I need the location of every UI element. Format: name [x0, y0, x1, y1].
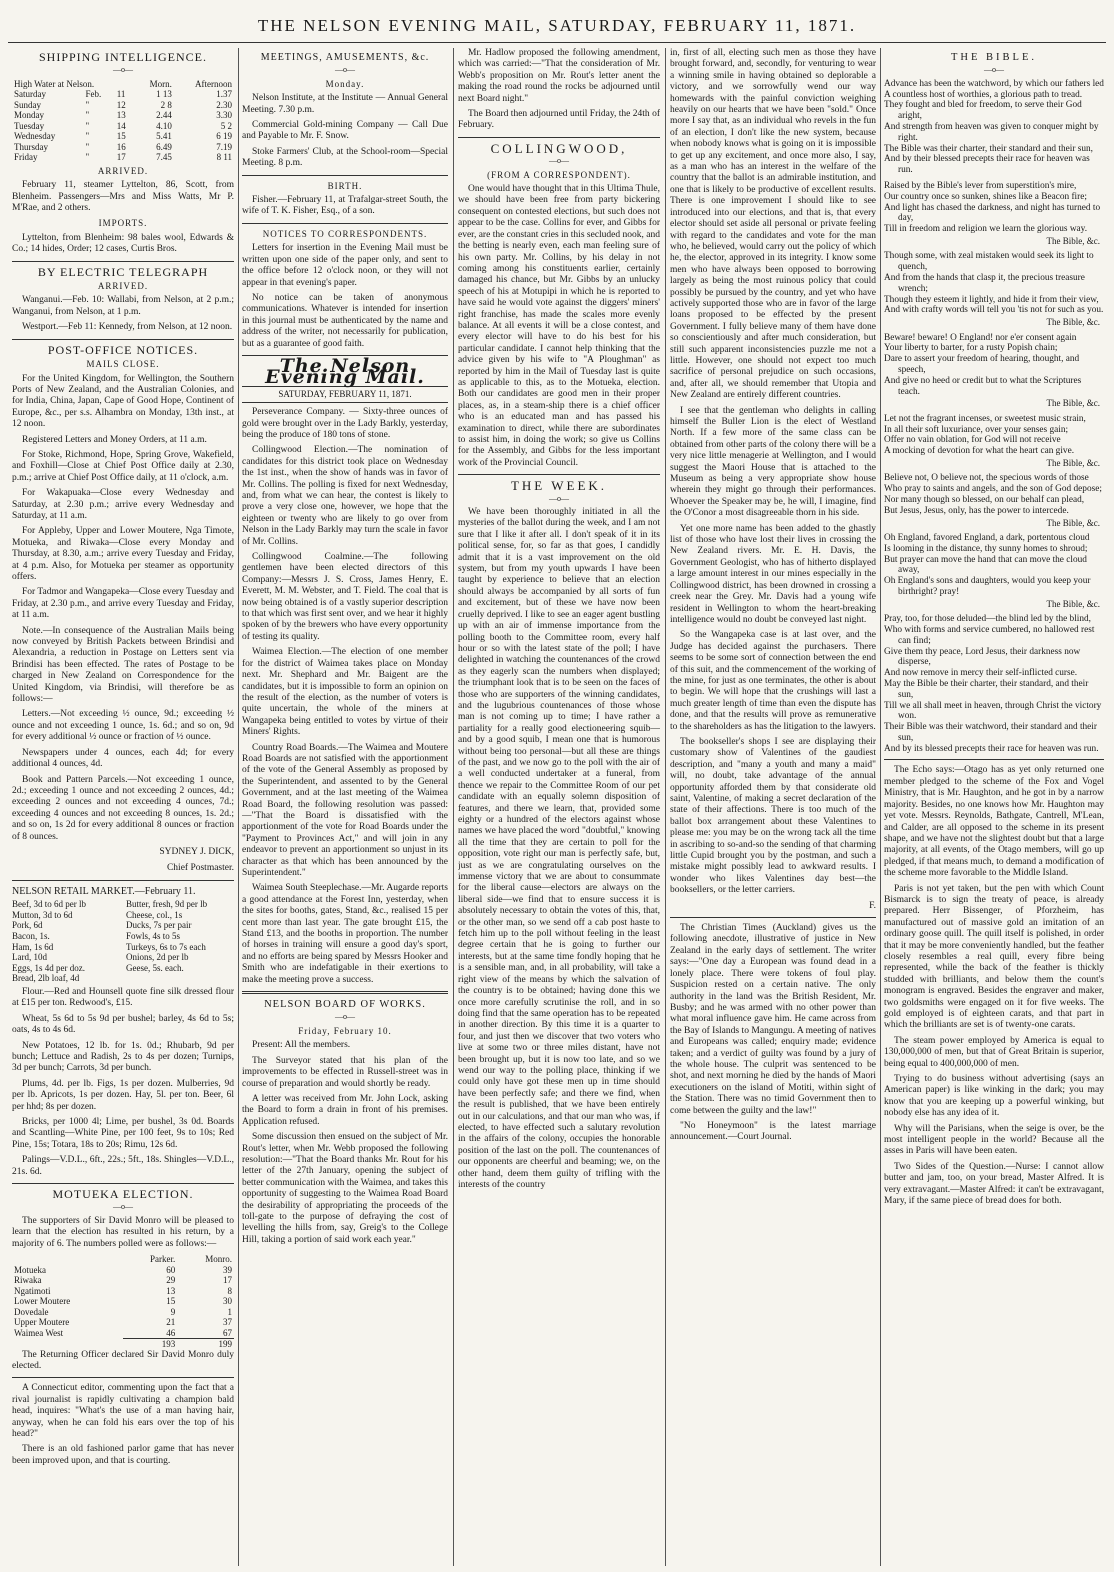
divider	[458, 474, 660, 475]
post-notice: Registered Letters and Money Orders, at 11 a.m.	[22, 434, 207, 445]
poem-line: Beware! beware! O England! nor e'er consent again	[884, 332, 1077, 343]
poem-line: Raised by the Bible's lever from superstition's mire,	[884, 180, 1077, 191]
tide-day: Tuesday	[14, 120, 45, 131]
tide-month: "	[85, 152, 90, 163]
poem-chorus: The Bible, &c.	[1046, 398, 1100, 409]
poem-line: Their Bible was their watchword, their standard and their sun,	[884, 722, 1097, 743]
poem-line: May the Bible be their charter, their standard, and their sun,	[884, 678, 1089, 700]
poem-line: A mocking of devotion for what the heart can give.	[884, 446, 1075, 457]
table-row	[12, 89, 234, 100]
poem-line: Who with forms and service cumbered, no hallowed rest can find;	[884, 624, 1095, 646]
poll-place: Ngatimoti	[14, 1285, 51, 1296]
table-row	[12, 1275, 234, 1286]
poem-line: They fought and bled for freedom, to serve their God aright,	[884, 100, 1082, 122]
poem-chorus: The Bible, &c.	[1046, 598, 1100, 609]
poll-parker: 29	[166, 1275, 176, 1286]
post-notice: For the United Kingdom, for Wellington, the Southern Ports of New Zealand, and the Australian Colonies, and for India, China, Japan, Cape of Good Hope, Continent of Europe, &c., per s.s. Alhambra on Monday, 13th inst., at 12 noon.	[12, 373, 234, 430]
poem-line: Oh England's sons and daughters, would you keep your birthright? pray!	[884, 576, 1091, 597]
tide-month: "	[85, 110, 90, 121]
tide-date: 13	[116, 110, 126, 121]
market-item: Lard, 10d	[12, 952, 47, 963]
board-of-works-title: NELSON BOARD OF WORKS.	[264, 999, 426, 1011]
collingwood-text: One would have thought that in this Ultima Thule, we should have been free from party bickering consequent on contested elections, but such does not appear to be the case. Collins for ever, and Gibbs for ever, are the constant cries in this secluded nook, and the betting is nearly even, each man feeling sure of his own party. Mr. Collins, by his delay in not coming among his constituents earlier, certainly damaged his chance, but Mr. Gibbs by an unlucky speech of his at Motupipi in which he is reported to have said he would vote against the diggers' miners' right franchise, has made the scales more evenly balance. At all events it will be a close contest, and every elector will have to do his best for his particular candidate. I cannot help thinking that the advice given by his wife to "A Ploughman" as reported by him in the Mail of Tuesday last is quite as applicable to this, as to the Motueka, election. Both our candidates are good men in their proper places, as, in a steam-ship there is a chief officer who is an educated man and has passed his examination to direct, while there are subordinates to assist him, in doing the work; so give us Collins for the Assembly, and Gibbs for the less important work of the Provincial Council.	[458, 184, 660, 468]
market-text: Plums, 4d. per lb. Figs, 1s per dozen. Mulberries, 9d per lb. Apricots, 1s per dozen. Hay, 5l. per ton. Beer, 6l per hhd; 8s per dozen.	[12, 1078, 234, 1112]
poll-parker: 21	[166, 1317, 176, 1328]
post-signature: SYDNEY J. DICK,	[159, 846, 234, 857]
masthead: THE NELSON EVENING MAIL, SATURDAY, FEBRUARY 11, 1871.	[257, 16, 857, 35]
tide-morn: 2 8	[160, 99, 172, 110]
market-item: Bacon, 1s.	[12, 930, 50, 941]
poll-parker: 46	[166, 1327, 176, 1338]
dateline: SATURDAY, FEBRUARY 11, 1871.	[242, 386, 448, 403]
poem-line: And now remove in mercy their self-inflicted curse.	[884, 668, 1078, 679]
poem-line: And from the hands that clasp it, the precious treasure wrench;	[884, 272, 1085, 294]
poll-parker: 9	[170, 1306, 176, 1317]
post-notice: For Wakapuaka—Close every Wednesday and Saturday, at 2.30 p.m.; arrive every Wednesday and Saturday, at 11 a.m.	[12, 488, 234, 521]
poll-place: Lower Moutere	[14, 1296, 71, 1307]
poll-monro: 39	[223, 1264, 232, 1275]
divider	[12, 339, 234, 340]
market-item: Mutton, 3d to 6d	[12, 909, 73, 920]
poem-line: Our country once so sunken, shines like a Beacon fire;	[884, 191, 1087, 202]
board-text: Mr. Hadlow proposed the following amendment, which was carried:—"That the consideration of Mr. Webb's proposition on Mr. Rout's letter anent the making the road round the rocks be adjourned until next Board night."	[458, 48, 660, 104]
board-text: A letter was received from Mr. John Lock, asking the Board to form a drain in front of his premises. Application refused.	[242, 1093, 448, 1127]
tide-day: Monday	[14, 110, 44, 121]
column-3	[458, 48, 660, 1566]
the-week-title: THE WEEK.	[510, 478, 608, 494]
post-letters: Letters.—Not exceeding ½ ounce, 9d.; exceeding ½ ounce and not exceeding 1 ounce, 1s. 6d.; and so on, 9d for every additional ½ ounce or fraction of ½ ounce.	[12, 709, 234, 743]
telegraph-title: BY ELECTRIC TELEGRAPH	[37, 264, 209, 279]
market-item: Turkeys, 6s to 7s each	[126, 941, 206, 952]
market-text: New Potatoes, 12 lb. for 1s. 0d.; Rhubarb, 9d per bunch; Lettuce and Radish, 2s to 4s per dozen; Turnips, 3d per bunch; Carrots, 3d per bunch.	[12, 1040, 234, 1074]
poem-stanza	[884, 533, 1104, 598]
poem-line: Though they esteem it lightly, and hide it from their view,	[884, 294, 1099, 305]
poll-place: Dovedale	[14, 1306, 49, 1317]
poem-line: And strength from heaven was given to conquer might by right.	[884, 122, 1099, 143]
week-text: I see that the gentleman who delights in calling himself the Buller Lion is the elect of Westland North. If a few more of the same class can be obtained from other parts of the colony there will be a very nice little menagerie at Wellington, and I would suggest the Maori House that is attached to the Museum as being a very appropriate show house wherein they might go through their performances. Whoever the Speaker may be, he will, I imagine, find the O'Conor a most disagreeable thorn in his side.	[670, 405, 876, 519]
echo-text: The Echo says:—Otago has as yet only returned one member pledged to the scheme of the Fox and Vogel Ministry, that is Mr. Haughton, and he got in by a narrow majority. Besides, no one knows how Mr. Haughton may yet vote. Messrs. Reynolds, Bathgate, Cantrell, M'Lean, and Calder, are all opposed to the scheme in its present shape, and we have not the slightest doubt but that a large majority, at all events, of the Otago members, will go up pledged, if that means much, to demand a modification of the scheme more favorable to the Middle Island.	[884, 765, 1104, 879]
ornament: —o—	[549, 156, 569, 166]
poem-line: Who pray to saints and angels, and the son of God depose;	[884, 484, 1102, 495]
poem-line: Believe not, O believe not, the specious words of those	[884, 473, 1089, 484]
monro-header: Monro.	[205, 1254, 232, 1265]
tide-month: "	[85, 99, 90, 110]
paragraph: A Connecticut editor, commenting upon the fact that a rival journalist is rapidly cultivating a champion bald head, inquires: "What's the use of a man having hair, anyway, when he can fold his ears over the top of his head?"	[12, 1383, 234, 1439]
tide-month: "	[85, 131, 90, 142]
poll-total-monro: 199	[177, 1339, 234, 1350]
poem-stanza	[884, 614, 1104, 754]
ornament: —o—	[549, 493, 569, 503]
tide-morn: 7.45	[156, 152, 172, 163]
table-row	[12, 152, 234, 163]
poll-monro: 67	[223, 1327, 232, 1338]
poll-total-parker: 193	[123, 1339, 177, 1350]
post-note: Note.—In consequence of the Australian Mails being now conveyed by British Packets between Brindisi and Alexandria, a reduction in Postage on Letters sent via Brindisi has been effected. The rates of Postage to be charged in New Zealand on Correspondence for the United Kingdom, via Brindisi, will therefore be as follows:—	[12, 625, 234, 705]
ornament: —o—	[335, 65, 355, 75]
poem-line: And by its blessed precepts their race for heaven was run.	[884, 743, 1099, 754]
poem-line: Advance has been the watchword, by which our fathers led	[884, 78, 1104, 89]
poem-line: But prayer can move the hand that can move the cloud away,	[884, 554, 1087, 576]
editorial-item: Collingwood Coalmine.—The following gentlemen have been elected directors of this Company:—Messrs J. S. Cross, James Henry, E. Everett, M. M. Webster, and T. Field. The coal that is now being obtained is of a vastly superior description to that which was first sent over, and we hear it highly spoken of by the brewers who have every opportunity of testing its quality.	[242, 552, 448, 642]
masthead-rule	[8, 42, 1106, 43]
birth-notice: Fisher.—February 11, at Trafalgar-street South, the wife of T. K. Fisher, Esq., of a son.	[242, 195, 448, 217]
tide-day: Sunday	[14, 99, 41, 110]
tide-table	[12, 79, 234, 163]
imports-text: Lyttelton, from Blenheim: 98 bales wool, Edwards & Co.; 14 hides, Order; 12 cases, Curtis Bros.	[12, 232, 234, 255]
divider	[242, 223, 448, 224]
morn-header: Morn.	[149, 78, 172, 89]
tide-date: 11	[116, 89, 126, 100]
editorial-item: Waimea South Steeplechase.—Mr. Augarde reports a good attendance at the Forest Inn, yesterday, when the sites for booths, gates, Stand, &c., realised 15 per cent more than last year. The gate brought £15, the Stand £13, and the booths in proportion. The number of horses in training will ensure a good day's sport, and no efforts are being spared by Messrs Hooker and Smith who are indefatigable in their exertions to make the meeting prove a success.	[242, 883, 448, 985]
table-row	[12, 110, 234, 121]
high-water-label: High Water at Nelson.	[14, 78, 95, 89]
monday-heading: Monday.	[325, 78, 365, 89]
tide-aft: 1.37	[216, 89, 232, 100]
market-title: NELSON RETAIL MARKET.—February 11.	[12, 885, 196, 897]
tide-date: 14	[116, 120, 126, 131]
poll-parker: 60	[166, 1264, 176, 1275]
tide-aft: 5 2	[220, 120, 232, 131]
poll-parker: 13	[166, 1285, 176, 1296]
table-row	[12, 1286, 234, 1297]
tide-aft: 3.30	[216, 110, 232, 121]
paragraph: There is an old fashioned parlor game that has never been improved upon, and that is courting.	[12, 1444, 234, 1466]
motueka-closing: The Returning Officer declared Sir David Monro duly elected.	[12, 1349, 234, 1371]
market-text: Wheat, 5s 6d to 5s 9d per bushel; barley, 4s 6d to 5s; oats, 4s to 4s 6d.	[12, 1013, 234, 1036]
week-text: So the Wangapeka case is at last over, and the Judge has decided against the purchasers. There seems to be some sort of connection between the end of this suit, and the commencement of the working of the mine, for just as one terminates, the other is about to begin. We will hope that the crushings will last a much greater length of time than even the dispute has done, and that the results will prove as remunerative to the shareholders as has the litigation to the lawyers.	[670, 630, 876, 732]
telegraph-arrived-heading: ARRIVED.	[97, 281, 149, 292]
column-2	[242, 48, 448, 1566]
post-notice: For Appleby, Upper and Lower Moutere, Nga Timote, Motueka, and Riwaka—Close every Monday and Thursday, at 8.30, a.m.; arrive every Tuesday and Friday, at 4 p.m. Also, for Motueka per steamer as opportunity offers.	[12, 526, 234, 582]
poem-line: But Jesus, Jesus, only, has the power to intercede.	[884, 505, 1069, 516]
market-item: Beef, 3d to 6d per lb	[12, 899, 86, 910]
board-text: Present: All the members.	[252, 1040, 351, 1051]
poem-line: Is looming in the distance, thy sunny homes to shroud;	[884, 543, 1088, 554]
poem-chorus: The Bible, &c.	[1046, 317, 1100, 328]
column-rule	[238, 48, 239, 1566]
poem-line: Your liberty to barter, for a rusty Popish chain;	[884, 343, 1058, 354]
collingwood-subtitle: (FROM A CORRESPONDENT).	[487, 169, 631, 180]
afternoon-header: Afternoon	[195, 78, 232, 89]
poem-line: In all their soft luxuriance, over your senses gain;	[884, 424, 1069, 435]
poem-line: Till in freedom and religion we learn the glorious way.	[884, 224, 1088, 235]
poll-place: Riwaka	[14, 1275, 42, 1286]
poem-line: The Bible was their charter, their standard and their sun,	[884, 143, 1093, 154]
parker-header: Parker.	[149, 1254, 176, 1265]
tide-month: "	[85, 141, 90, 152]
table-row	[12, 79, 234, 90]
column-4	[670, 48, 876, 1566]
tide-date: 12	[116, 99, 126, 110]
divider	[458, 137, 660, 138]
post-office-title: POST-OFFICE NOTICES.	[47, 342, 199, 357]
poem-line: And light has chased the darkness, and night has turned to day,	[884, 202, 1101, 224]
editorial-item: Country Road Boards.—The Waimea and Moutere Road Boards are not satisfied with the apportionment of the vote of the General Assembly as proposed by the Superintendent, and assented to by the General Government, and at the last meeting of the Waimea Road Board, the following resolution was passed:—"That the Board is dissatisfied with the apportionment of the vote for Road Boards under the "Payment to Provinces Act," and will join in any endeavor to prevent an apportionment so unjust in its character as that which has been announced by the Superintendent."	[242, 742, 448, 878]
poem-line: And by their blessed precepts their race for heaven was run.	[884, 154, 1090, 176]
tide-aft: 7.19	[216, 141, 232, 152]
editorial-item: Collingwood Election.—The nomination of candidates for this district took place on Wednesday the 1st inst., when the show of hands was in favor of Mr. Collins. The polling is fixed for next Wednesday, and, from what we can hear, the contest is likely to prove a very close one, however, we hope that the eighteen or twenty who are likely to go over from Nelson in the Lady Barkly may turn the scale in favor of Mr. Collins.	[242, 445, 448, 547]
market-item: Pork, 6d	[12, 920, 43, 931]
meetings-title: MEETINGS, AMUSEMENTS, &c.	[260, 52, 430, 63]
poll-monro: 17	[223, 1275, 232, 1286]
divider	[12, 1183, 234, 1184]
poem-line: Till we all shall meet in heaven, through Christ the victory won.	[884, 700, 1102, 722]
telegraph-text: Westport.—Feb 11: Kennedy, from Nelson, at 12 noon.	[22, 322, 233, 333]
arrived-text: February 11, steamer Lyttelton, 86, Scott, from Blenheim. Passengers—Mrs and Miss Watts, Mr P. M'Rae, and 2 others.	[12, 180, 234, 214]
week-signature: F.	[869, 900, 876, 911]
poem-chorus: The Bible, &c.	[1046, 235, 1100, 246]
market-list	[12, 899, 234, 984]
poem-line: Give them thy peace, Lord Jesus, their darkness now disperse,	[884, 646, 1081, 668]
tide-morn: 2.44	[156, 110, 172, 121]
tide-aft: 6 19	[216, 131, 232, 142]
editorial-item: Perseverance Company. — Sixty-three ounces of gold were brought over in the Lady Barkly, yesterday, being the produce of 180 tons of stone.	[242, 407, 448, 440]
week-text: The bookseller's shops I see are displaying their customary show of Valentines of the gaudiest description, and "many a youth and many a maid" will, no doubt, take advantage of the annual opportunity afforded them by that considerate old saint, Valentine, of making a secret declaration of the state of their affections. There is too much of the ballot box arrangement about these Valentines to please me: you may be on the wrong tack all the time in ascribing to so-and-so the sending of that charming little Cupid brought you by the postman, and such a mistake might possibly lead to awkward results. I wonder who likes Valentines day best—the booksellers, or the letter carriers.	[670, 736, 876, 896]
divider	[12, 261, 234, 262]
divider	[884, 759, 1104, 760]
honeymoon-text: "No Honeymoon" is the latest marriage announcement.—Court Journal.	[670, 1120, 876, 1143]
board-text: The Board then adjourned until Friday, the 24th of February.	[458, 109, 660, 131]
shipping-title: SHIPPING INTELLIGENCE.	[39, 50, 207, 64]
tide-day: Thursday	[14, 141, 48, 152]
column-1	[12, 48, 234, 1566]
meeting-item: Nelson Institute, at the Institute — Annual General Meeting. 7.30 p.m.	[242, 93, 448, 115]
post-signature-title: Chief Postmaster.	[166, 863, 234, 874]
poem-stanza	[884, 251, 1104, 316]
poll-place: Motueka	[14, 1264, 46, 1275]
board-date: Friday, February 10.	[298, 1025, 392, 1036]
board-text: The Surveyor stated that his plan of the improvements to be effected in Russell-street was in course of preparation and would shortly be ready.	[242, 1055, 448, 1089]
two-sides-text: Two Sides of the Question.—Nurse: I cannot allow butter and jam, too, on your bread, Master Alfred. It is very extravagant.—Master Alfred: it can't be extravagant, Mary, if the same piece of bread does for both.	[884, 1161, 1104, 1207]
ornament: —o—	[335, 1012, 355, 1022]
week-text: Yet one more name has been added to the ghastly list of those who have lost their lives in crossing the New Zealand rivers. Mr. E. H. Davis, the Government Geologist, who has of hitherto displayed a large amount interest in our mines especially in the Collingwood district, has been drowned in crossing a creek near the Grey. Mr. Davis had a young wife resident in Wellington to whom the heart-breaking intelligence would no doubt be conveyed last night.	[670, 523, 876, 625]
poll-place: Waimea West	[14, 1327, 64, 1338]
column-rule	[880, 48, 881, 1566]
column-rule	[665, 48, 666, 1566]
post-newspapers: Newspapers under 4 ounces, each 4d; for every additional 4 ounces, 4d.	[12, 747, 234, 770]
poem-chorus: The Bible, &c.	[1046, 517, 1100, 528]
imports-heading: IMPORTS.	[98, 218, 148, 229]
divider	[12, 1377, 234, 1378]
tide-month: "	[85, 120, 90, 131]
market-item: Butter, fresh, 9d per lb	[126, 899, 208, 910]
ornament: —o—	[113, 65, 133, 75]
column-5	[884, 48, 1104, 1566]
table-row	[12, 100, 234, 111]
market-item: Fowls, 4s to 5s	[126, 930, 181, 941]
tide-day: Saturday	[14, 89, 46, 100]
post-notice: For Stoke, Richmond, Hope, Spring Grove, Wakefield, and Foxhill—Close at Chief Post Office daily at 2.30, p.m.; arrive at Chief Post Office daily, at 11 o'clock, a.m.	[12, 449, 234, 483]
birth-heading: BIRTH.	[327, 180, 363, 191]
table-row	[12, 1265, 234, 1276]
notices-heading: NOTICES TO CORRESPONDENTS.	[262, 228, 428, 239]
table-row	[12, 1317, 234, 1328]
poem-line: Offer no vain oblation, for God will not receive	[884, 435, 1061, 446]
table-row	[12, 131, 234, 142]
tide-date: 17	[116, 152, 126, 163]
market-item: Geese, 5s. each.	[126, 962, 184, 973]
column-rule	[453, 48, 454, 1566]
parisians-text: Why will the Parisians, when the seige is over, be the most intelligent people in the world? Because all the asses in Paris will have been eaten.	[884, 1123, 1104, 1157]
poem-stanza	[884, 181, 1104, 235]
post-notice: For Tadmor and Wangapeka—Close every Tuesday and Friday, at 2.30 p.m., and arrive every Tuesday and Friday, at 11 a.m.	[12, 587, 234, 621]
market-item: Onions, 2d per lb	[126, 952, 189, 963]
board-text: Some discussion then ensued on the subject of Mr. Rout's letter, when Mr. Webb proposed the following resolution:—"That the Board thanks Mr. Rout for his letter of the 27th January, opening the subject of better communication with the Waimea, and takes this opportunity of suggesting to the Waimea Road Board the desirability of appropriating the proceeds of the toll-gate to the purpose of defraying the cost of levelling the hills from, say, Greig's to the College Hill, taking a portion of said work each year."	[242, 1132, 448, 1245]
tide-aft: 8 11	[216, 152, 232, 163]
divider	[242, 175, 448, 176]
poem-line: Nor many though so blessed, on our behalf can plead,	[884, 494, 1085, 505]
poll-parker: 15	[166, 1296, 176, 1307]
week-text: We have been thoroughly initiated in all the mysteries of the ballot during the week, and I am not sure that I like it after all. I don't speak of it in its political sense, for, so far as that goes, I candidly admit that it is a vast improvement on the old system, but from my youth upwards I have been taught by experience to believe that an election should always be accompanied by all sorts of fun and excitement, but of these we have now been cruelly deprived. I like to see an eager agent bustling up with an air of immense importance from the polling booth to the Committee room, every half hour or so with the latest state of the poll; I have delighted in watching the countenances of the crowd as they eagerly scan the numbers when displayed; the triumphant look that is to be seen on the faces of those who are supporters of the winning candidates, and the lugubrious countenances of those whose man is not coming up to time; I have rather a partiality for a really good electioneering squib—and by a good squib, I mean one that is humorous without being too personal—but all these are things of the past, and we now go to the poll with the air of a well conducted undertaker at a funeral, from thence we repair to the Committee Room of our pet candidate with an equally solemn disposition of features, and there we learn, that, provided some eighty or a hundred of the electors against whose names we have placed the word "doubtful," knowing all the time that they are certain to poll for the opposition, vote right our man is perfectly safe, but, just as we are congratulating ourselves on the immense victory that we are about to consummate for the liberal cause—electors are always on the liberal side—we find that to ensure success it is absolutely necessary to obtain the votes of this, that, or the other man, so we send off a cab post haste to fetch him up to the poll without feeling in the least degree certain that he is going to further our interests, but at the same time fondly hoping that he is a sensible man, and, in all probability, will take a right view of the means by which the salvation of the country is to be obtained; having done this we once more carefully scrutinise the roll, and in so doing find that the same operation has to be repeated in another direction. By this time it is a quarter to four, and just then we discover that two voters who live at some two or three miles distant, have not been brought up, but it is now too late, and so we wend our way to the polling place, thinking if we could only have got these men up in time should have been perfectly safe; and there we find, when the result is published, that we have been entirely out in our calculations, and that our man who was, if elected, to have effected such a salutary revolution in the affairs of the colony, occupies the honorable position of the last on the poll. The countenances of our opponents are cheerful and beaming; we, on the other hand, deem them guilty of trifling with the interests of the country	[458, 507, 660, 1190]
motueka-intro: The supporters of Sir David Monro will be pleased to learn that the election has resulted in his return, by a majority of 6. The numbers polled were as follows:—	[12, 1215, 234, 1249]
poll-place: Upper Moutere	[14, 1317, 70, 1328]
market-item: Ducks, 7s per pair	[126, 920, 192, 931]
post-book: Book and Pattern Parcels.—Not exceeding 1 ounce, 2d.; exceeding 1 ounce and not exceeding 2 ounces, 4d.; exceeding 2 ounces and not exceeding 4 ounces, 7d.; exceeding 4 ounces and not exceeding 8 ounces, 1s. 2d.; and so on, 1s 2d for every additional 8 ounces or fraction of 8 ounces.	[12, 774, 234, 842]
steam-text: The steam power employed by America is equal to 130,000,000 of men, but that of Great Britain is superior, being equal to 400,000,000 of men.	[884, 1035, 1104, 1069]
poem-chorus: The Bible, &c.	[1046, 457, 1100, 468]
poem-line: Though some, with zeal mistaken would seek its light to quench,	[884, 251, 1094, 273]
table-row	[12, 1254, 234, 1265]
divider	[12, 880, 234, 881]
poem-line: Let not the fragrant incenses, or sweetest music strain,	[884, 413, 1086, 424]
poem-stanza	[884, 79, 1104, 176]
poem-stanza	[884, 414, 1104, 457]
table-row	[12, 142, 234, 153]
market-text: Bricks, per 1000 4l; Lime, per bushel, 3s 0d. Boards and Scantling—White Pine, per 100 feet, 9s to 10s; Red Pine, 15s; Totara, 18s to 20s; Rimu, 12s 6d.	[12, 1116, 234, 1150]
poll-table	[12, 1254, 234, 1350]
poem-stanza	[884, 333, 1104, 398]
ornament: —o—	[113, 1202, 133, 1212]
motueka-title: MOTUEKA ELECTION.	[52, 1187, 194, 1201]
market-item: Cheese, col., 1s	[126, 909, 183, 920]
telegraph-text: Wanganui.—Feb. 10: Wallabi, from Nelson, at 2 p.m.; Wanganui, from Nelson, at 1 p.m.	[12, 295, 234, 317]
tide-month: Feb.	[85, 89, 102, 100]
tide-aft: 2.30	[216, 99, 232, 110]
tide-day: Friday	[14, 152, 38, 163]
market-item: Bread, 2lb loaf, 4d	[12, 973, 80, 984]
ornament: —o—	[984, 65, 1004, 75]
paris-text: Paris is not yet taken, but the pen with which Count Bismarck is to sign the treaty of peace, is already prepared. Herr Bissenger, of Pforzheim, has manufactured out of massive gold an imitation of an ordinary goose quill. The quill itself is polished, in order that it may be more conveniently handled, but the feather closely resembles a real quill, every fibre being represented, while the back of the feather is thickly studded with brilliants, and below them the count's monogram is engraved. Besides the engraver and maker, two goldsmiths were engaged on it for five weeks. The gold employed is of eighteen carats, and that part in which the brilliants are set is of twenty-one carats.	[884, 883, 1104, 1031]
arrived-heading: ARRIVED.	[97, 165, 149, 176]
market-item: Ham, 1s 6d	[12, 941, 54, 952]
market-item: Eggs, 1s 4d per doz.	[12, 962, 85, 973]
table-row	[12, 1339, 234, 1350]
divider	[670, 917, 876, 918]
bible-poem-title: THE BIBLE.	[951, 52, 1037, 63]
poem-line: Pray, too, for those deluded—the blind led by the blind,	[884, 614, 1091, 625]
tide-day: Wednesday	[14, 131, 56, 142]
notice-text: Letters for insertion in the Evening Mail must be written upon one side of the paper only, and sent to the office before 12 o'clock noon, or they will not appear in that evening's paper.	[242, 243, 448, 288]
table-row	[12, 1307, 234, 1318]
poem-line: A countless host of worthies, a glorious path to tread.	[884, 89, 1083, 100]
tide-date: 16	[116, 141, 126, 152]
tide-date: 15	[116, 131, 126, 142]
table-row	[12, 121, 234, 132]
divider	[242, 991, 448, 994]
christian-times-text: The Christian Times (Auckland) gives us the following anecdote, illustrative of justice in New Zealand in the early days of settlement. The writer says:—"One day a European was found dead in a lonely place. There were tokens of foul play. Suspicion rested on a certain native. The only authority in the land was the British Resident, Mr. Busby; and he was armed with no other power than what moral influence gave him. He came across from the Bay of Islands to Mangungu. A meeting of natives and Europeans was called; enquiry made; evidence taken; and a verdict of guilty was found by a jury of the whole house. The culprit was sentenced to be shot, and next morning he died by the hands of Maori executioners on the island of Motiti, within sight of the Station. There was no timid Government then to come between the guilty and the law!"	[670, 923, 876, 1116]
week-text: in, first of all, electing such men as those they have brought forward, and, secondly, for venturing to wear a winning smile in having obtained so deplorable a victory, and we sorrowfully wend our way homewards with the painful conviction weighing heavily on our hearts that we have been "sold." Once more I say that, as an individual who revels in the fun of an election, I don't like the new system, because when nobody knows what is going on it is impossible to get up any excitement, and once more also, I say, as a man who has an interest in the welfare of the country that the ballot is an admirable institution, and one that is likely to be productive of excellent results. There is one improvement I should like to see introduced into our elections, and that is, that every elector should set aside all personal or private feeling with regard to the candidates and vote for the man who, he believed, would carry out the policy of which he, the elector, approved in its integrity. I know some men who have always been opposed to borrowing largely as being the most ruinous policy that could possibly be pursued by the country, and yet who have actively supported those who are in favor of the large loans proposed to be effected by the present Government. I fully believe many of them have done so conscientiously and after much consideration, but still such apparent inconsistencies puzzle me not a little. However, one should not expect too much sacrifice of personal prejudice on such occasions, and, after all, we should remember that Utopia and New Zealand are entirely different countries.	[670, 48, 876, 401]
poem-stanza	[884, 473, 1104, 516]
notice-text: No notice can be taken of anonymous communications. Whatever is intended for insertion in this journal must be authenticated by the name and address of the writer, not necessarily for publication, but as a guarantee of good faith.	[242, 292, 448, 349]
table-row	[12, 1296, 234, 1307]
meeting-item: Stoke Farmers' Club, at the School-room—Special Meeting. 8 p.m.	[242, 146, 448, 169]
mails-close-heading: MAILS CLOSE.	[86, 359, 160, 370]
tide-morn: 5.41	[156, 131, 172, 142]
poll-monro: 8	[227, 1285, 232, 1296]
meeting-item: Commercial Gold-mining Company — Call Due and Payable to Mr. F. Snow.	[242, 120, 448, 142]
poll-monro: 1	[227, 1306, 232, 1317]
poll-monro: 37	[223, 1317, 232, 1328]
table-row	[12, 1328, 234, 1339]
advertising-text: Trying to do business without advertising (says an American paper) is like winking in the dark; you may know that you are keeping up a powerful winking, but nobody else has any idea of it.	[884, 1074, 1104, 1119]
tide-morn: 4.10	[156, 120, 172, 131]
poll-monro: 30	[223, 1296, 232, 1307]
poem-line: Oh England, favored England, a dark, portentous cloud	[884, 532, 1090, 543]
editorial-item: Waimea Election.—The election of one member for the district of Waimea takes place on Monday next. Mr. Shephard and Mr. Baigent are the candidates, but it is impossible to form an opinion on the result of the election, as the number of voters is quite uncertain, the whole of the miners at Wangapeka being entitled to votes by virtue of their Miners' Rights.	[242, 647, 448, 738]
tide-morn: 1 13	[156, 89, 172, 100]
market-text: Palings—V.D.L., 6ft., 22s.; 5ft., 18s. Shingles—V.D.L., 21s. 6d.	[12, 1155, 234, 1177]
tide-morn: 6.49	[156, 141, 172, 152]
paper-title: The Nelson Evening Mail.	[265, 354, 425, 389]
poem-line: Dare to assert your freedom of hearing, thought, and speech,	[884, 354, 1080, 375]
poem-line: And with crafty words will tell you 'tis not for such as you.	[884, 305, 1104, 316]
collingwood-title: COLLINGWOOD,	[490, 140, 628, 156]
poem-line: And give no heed or credit but to what the Scriptures teach.	[884, 375, 1082, 397]
market-text: Flour.—Red and Hounsell quote fine silk dressed flour at £15 per ton. Redwood's, £15.	[12, 986, 234, 1009]
